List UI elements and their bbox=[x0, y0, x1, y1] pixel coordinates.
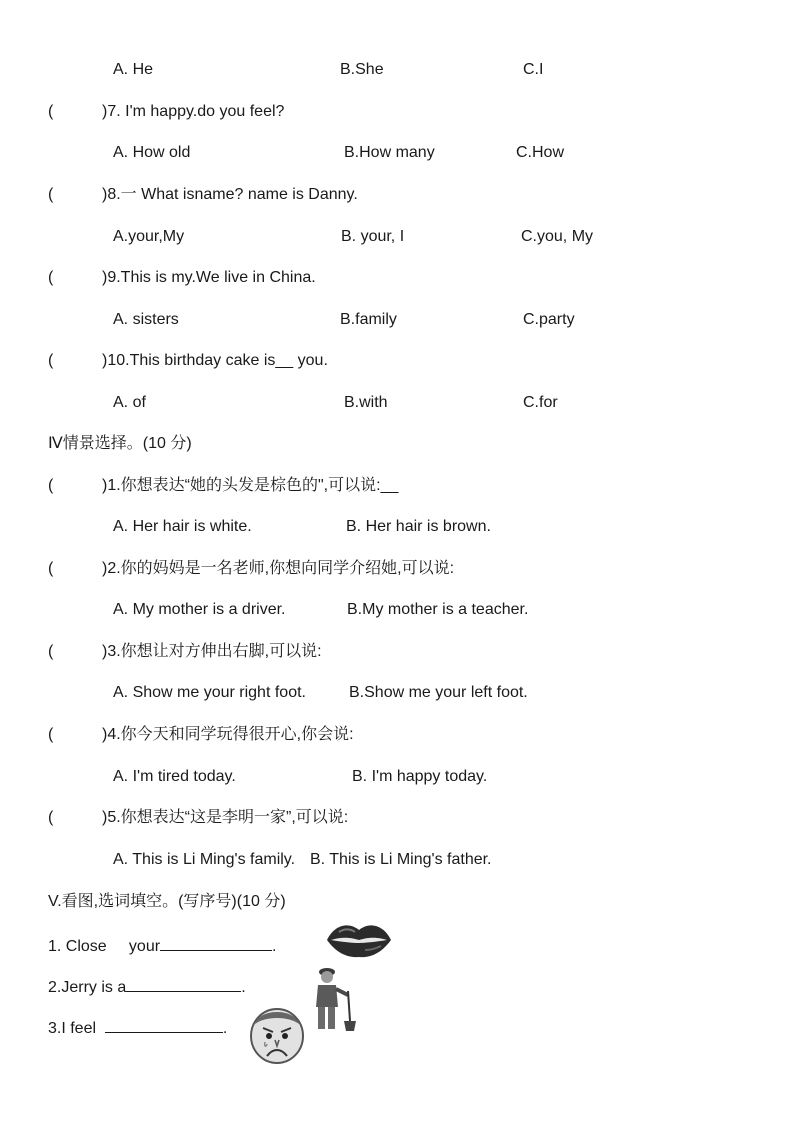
answer-paren: ( bbox=[48, 186, 54, 203]
question-text: )4.你今天和同学玩得很开心,你会说: bbox=[102, 726, 354, 743]
question-text: )10.This birthday cake is__ you. bbox=[102, 352, 328, 369]
option-a: A. sisters bbox=[113, 311, 179, 328]
option-a: A. Her hair is white. bbox=[113, 518, 252, 535]
option-b: B.My mother is a teacher. bbox=[347, 601, 529, 618]
item-suffix: . bbox=[222, 1020, 228, 1037]
item-text: 1. Close your bbox=[48, 938, 161, 955]
option-a: A. I'm tired today. bbox=[113, 768, 236, 785]
question-text: )3.你想让对方伸出右脚,可以说: bbox=[102, 643, 322, 660]
option-a: A. He bbox=[113, 61, 154, 78]
question-text: )7. I'm happy.do you feel? bbox=[102, 103, 285, 120]
option-b: B.Show me your left foot. bbox=[349, 684, 528, 701]
s5-item-1 bbox=[48, 934, 277, 957]
item-suffix: . bbox=[241, 979, 246, 996]
option-b: B.How many bbox=[344, 144, 435, 161]
option-b: B.family bbox=[340, 311, 397, 328]
section-5-heading: V.看图,选词填空。(写序号)(10 分) bbox=[48, 893, 286, 910]
option-b: B.with bbox=[344, 394, 388, 411]
question-text: )1.你想表达“她的头发是棕色的",可以说:__ bbox=[102, 477, 399, 494]
option-c: C.party bbox=[523, 311, 575, 328]
answer-paren: ( bbox=[48, 809, 54, 826]
item-suffix: . bbox=[272, 938, 277, 955]
option-a: A. How old bbox=[113, 144, 191, 161]
answer-blank[interactable] bbox=[160, 934, 272, 951]
option-b: B. I'm happy today. bbox=[352, 768, 488, 785]
question-text: )2.你的妈妈是一名老师,你想向同学介绍她,可以说: bbox=[102, 560, 455, 577]
answer-paren: ( bbox=[48, 726, 54, 743]
option-a: A. of bbox=[113, 394, 146, 411]
item-text: 2.Jerry is a bbox=[48, 979, 127, 996]
answer-paren: ( bbox=[48, 352, 54, 369]
answer-paren: ( bbox=[48, 103, 54, 120]
lips-icon bbox=[325, 920, 393, 960]
option-a: A. My mother is a driver. bbox=[113, 601, 286, 618]
option-a: A. This is Li Ming's family. bbox=[113, 851, 296, 868]
question-text: )9.This is my.We live in China. bbox=[102, 269, 316, 286]
section-4-heading: Ⅳ情景选择。(10 分) bbox=[48, 435, 192, 452]
s5-item-3 bbox=[48, 1016, 227, 1039]
answer-blank[interactable] bbox=[105, 1016, 223, 1033]
answer-paren: ( bbox=[48, 560, 54, 577]
option-c: C.for bbox=[523, 394, 558, 411]
option-a: A.your,My bbox=[113, 228, 185, 245]
option-b: B. This is Li Ming's father. bbox=[310, 851, 492, 868]
option-c: C.you, My bbox=[521, 228, 594, 245]
answer-paren: ( bbox=[48, 643, 54, 660]
worker-with-shovel-icon bbox=[310, 965, 358, 1033]
option-c: C.I bbox=[523, 61, 544, 78]
s5-item-2 bbox=[48, 975, 246, 998]
item-text: 3.I feel bbox=[48, 1020, 105, 1037]
question-text: )8.一 What isname? name is Danny. bbox=[102, 186, 358, 203]
answer-paren: ( bbox=[48, 269, 54, 286]
answer-paren: ( bbox=[48, 477, 54, 494]
option-b: B. your, I bbox=[341, 228, 405, 245]
option-b: B. Her hair is brown. bbox=[346, 518, 491, 535]
answer-blank[interactable] bbox=[126, 975, 241, 992]
option-a: A. Show me your right foot. bbox=[113, 684, 306, 701]
option-c: C.How bbox=[516, 144, 565, 161]
question-text: )5.你想表达“这是李明一家”,可以说: bbox=[102, 809, 349, 826]
option-b: B.She bbox=[340, 61, 384, 78]
sad-face-icon bbox=[245, 1002, 309, 1066]
